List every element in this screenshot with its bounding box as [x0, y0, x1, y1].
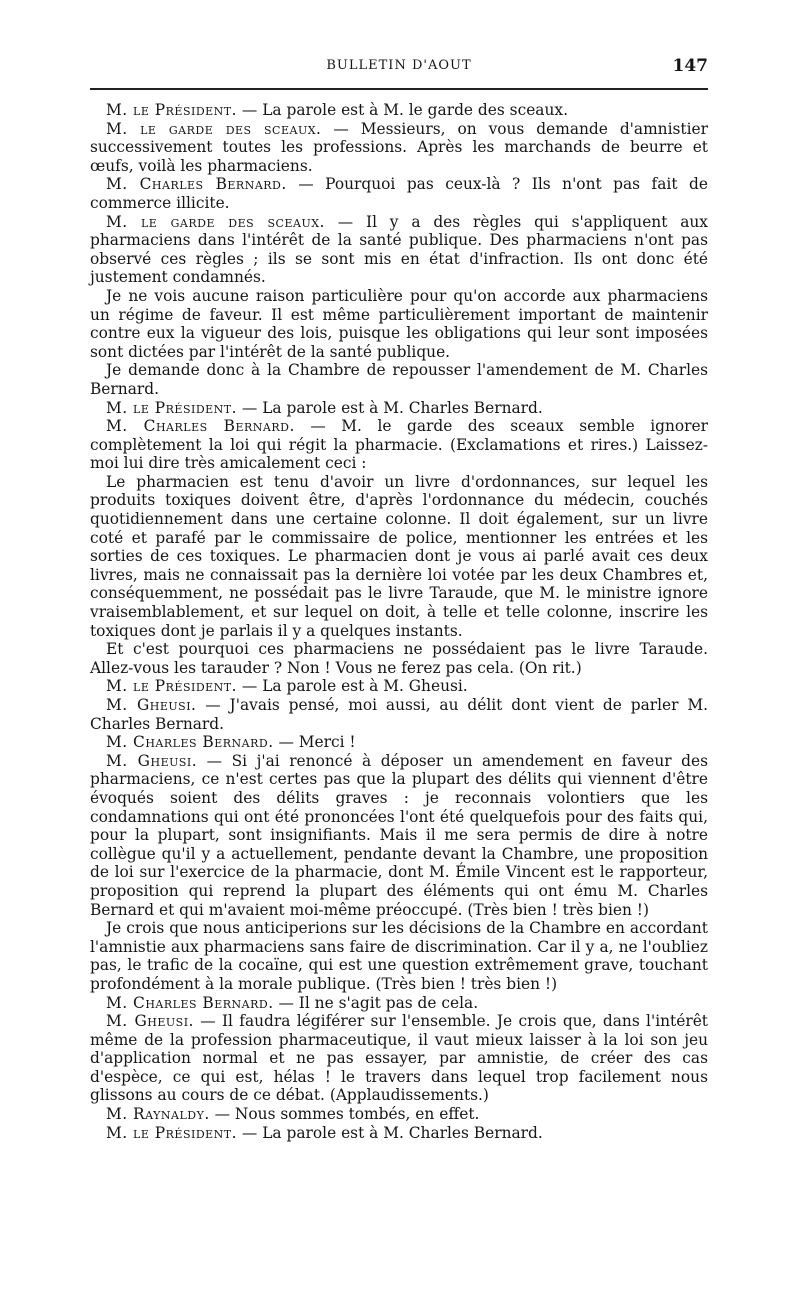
page-header — [90, 58, 708, 80]
paragraph — [90, 120, 708, 176]
paragraph — [90, 919, 708, 993]
paragraph — [90, 417, 708, 473]
paragraph-text: — M. le garde des sceaux semble ignorer complètement la loi qui régit la pharmacie. (Exclamations et rires.) Laissez-moi lui dire très amicalement ceci : — [90, 417, 708, 473]
header-rule — [90, 88, 708, 90]
paragraph — [90, 1012, 708, 1105]
paragraph — [90, 175, 708, 212]
paragraph — [90, 696, 708, 733]
speaker: M. Charles Bernard. — [106, 993, 274, 1012]
paragraph — [90, 1105, 708, 1124]
paragraph-text: — Il y a des règles qui s'appliquent aux pharmaciens dans l'intérêt de la santé publique. Des pharmaciens n'ont pas observé ces règles ; ils se sont mis en état d'infraction. Ils ont donc été justement condamnés. — [90, 212, 708, 287]
paragraph — [90, 399, 708, 418]
paragraph — [90, 752, 708, 919]
paragraph-text: Je ne vois aucune raison particulière pour qu'on accorde aux pharmaciens un régime de faveur. Il est même particulièrement important de maintenir contre eux la vigueur des lois, puisque les obligations qui leur sont imposées sont dictées par l'intérêt de la santé publique. — [90, 286, 708, 361]
paragraph-text: Je crois que nous anticiperions sur les décisions de la Chambre en accordant l'amnistie aux pharmaciens sans faire de discrimination. Car il y a, ne l'oubliez pas, le trafic de la cocaïne, qui est une question extrêmement grave, touchant profondément à la morale publique. (Très bien ! très bien !) — [90, 919, 708, 993]
speaker: M. le Président. — [106, 677, 238, 696]
paragraph-text: — La parole est à M. le garde des sceaux. — [237, 101, 568, 119]
document-body — [90, 101, 708, 1142]
paragraph — [90, 213, 708, 287]
speaker: M. le garde des sceaux. — [106, 119, 322, 138]
paragraph-text: — J'avais pensé, moi aussi, au délit dont vient de parler M. Charles Bernard. — [90, 696, 708, 733]
paragraph-text: — La parole est à M. Charles Bernard. — [237, 1123, 543, 1142]
speaker: M. Raynaldy. — [106, 1105, 210, 1124]
paragraph-text: — Pourquoi pas ceux-là ? Ils n'ont pas fait de commerce illicite. — [90, 175, 708, 212]
paragraph-text: — Si j'ai renoncé à déposer un amendement en faveur des pharmaciens, ce n'est certes pas que la plupart des délits qui viennent d'être évoqués soient des délits graves : je reconnais volontiers que les condamnations qui ont été prononcées l'ont été quelquefois pour des faits qui, pour la plupart, sont insignifiants. Mais il me sera permis de dire à notre collègue qu'il y a actuellement, pendante devant la Chambre, une proposition de loi sur l'exercice de la pharmacie, dont M. Émile Vincent est le rapporteur, proposition qui reprend la plupart des éléments qui ont ému M. Charles Bernard et qui m'avaient moi-même préoccupé. (Très bien ! très bien !) — [90, 751, 708, 919]
paragraph-text: Le pharmacien est tenu d'avoir un livre d'ordonnances, sur lequel les produits toxiques doivent être, d'après l'ordonnance du médecin, couchés quotidiennement dans une certaine colonne. Il doit également, sur un livre coté et parafé par le commissaire de police, mentionner les entrées et les sorties de ces toxiques. Le pharmacien dont je vous ai parlé avait ces deux livres, mais ne connaissait pas la dernière loi votée par les deux Chambres et, conséquemment, ne possédait pas le livre Taraude, que M. le ministre ignore vraisemblablement, et sur lequel on doit, à telle et telle colonne, inscrire les toxiques dont je parlais il y a quelques instants. — [90, 472, 708, 640]
paragraph-text: — La parole est à M. Charles Bernard. — [237, 398, 543, 417]
paragraph — [90, 640, 708, 677]
paragraph-text: — Il faudra légiférer sur l'ensemble. Je crois que, dans l'intérêt même de la profession pharmaceutique, il vaut mieux laisser à la loi son jeu d'application normal et ne pas essayer, par amnistie, de créer des cas d'espèce, ce qui est, hélas ! le travers dans lequel trop facilement nous glissons au cours de ce débat. (Applaudissements.) — [90, 1012, 708, 1105]
speaker: M. Gheusi. — [106, 751, 198, 770]
paragraph-text: Je demande donc à la Chambre de repousser l'amendement de M. Charles Bernard. — [90, 361, 708, 398]
paragraph-text: — Merci ! — [273, 733, 356, 752]
paragraph — [90, 733, 708, 752]
speaker: M. Gheusi. — [106, 1012, 194, 1031]
paragraph-text: — Il ne s'agit pas de cela. — [273, 993, 479, 1012]
speaker: M. le Président. — [106, 101, 238, 119]
paragraph — [90, 677, 708, 696]
speaker: M. Charles Bernard. — [106, 733, 274, 752]
paragraph — [90, 473, 708, 640]
speaker: M. le Président. — [106, 1123, 238, 1142]
paragraph-text: — Nous sommes tombés, en effet. — [209, 1105, 480, 1124]
speaker: M. Charles Bernard. — [106, 417, 295, 436]
paragraph-text: — La parole est à M. Gheusi. — [237, 677, 468, 696]
paragraph-text: Et c'est pourquoi ces pharmaciens ne possédaient pas le livre Taraude. Allez-vous les tarauder ? Non ! Vous ne ferez pas cela. (On rit.) — [90, 640, 708, 677]
page-number: 147 — [672, 56, 708, 76]
speaker: M. le Président. — [106, 398, 238, 417]
speaker: M. Charles Bernard. — [106, 175, 287, 194]
document-page — [90, 0, 708, 1294]
speaker: M. Gheusi. — [106, 696, 197, 714]
paragraph — [90, 287, 708, 361]
speaker: M. le garde des sceaux. — [106, 212, 325, 231]
running-title: BULLETIN D'AOUT — [326, 58, 472, 73]
paragraph — [90, 1124, 708, 1143]
paragraph — [90, 994, 708, 1013]
paragraph — [90, 361, 708, 398]
paragraph-text: — Messieurs, on vous demande d'amnistier successivement toutes les professions. Après les marchands de beurre et œufs, voilà les pharmaciens. — [90, 119, 708, 175]
paragraph — [90, 101, 708, 120]
